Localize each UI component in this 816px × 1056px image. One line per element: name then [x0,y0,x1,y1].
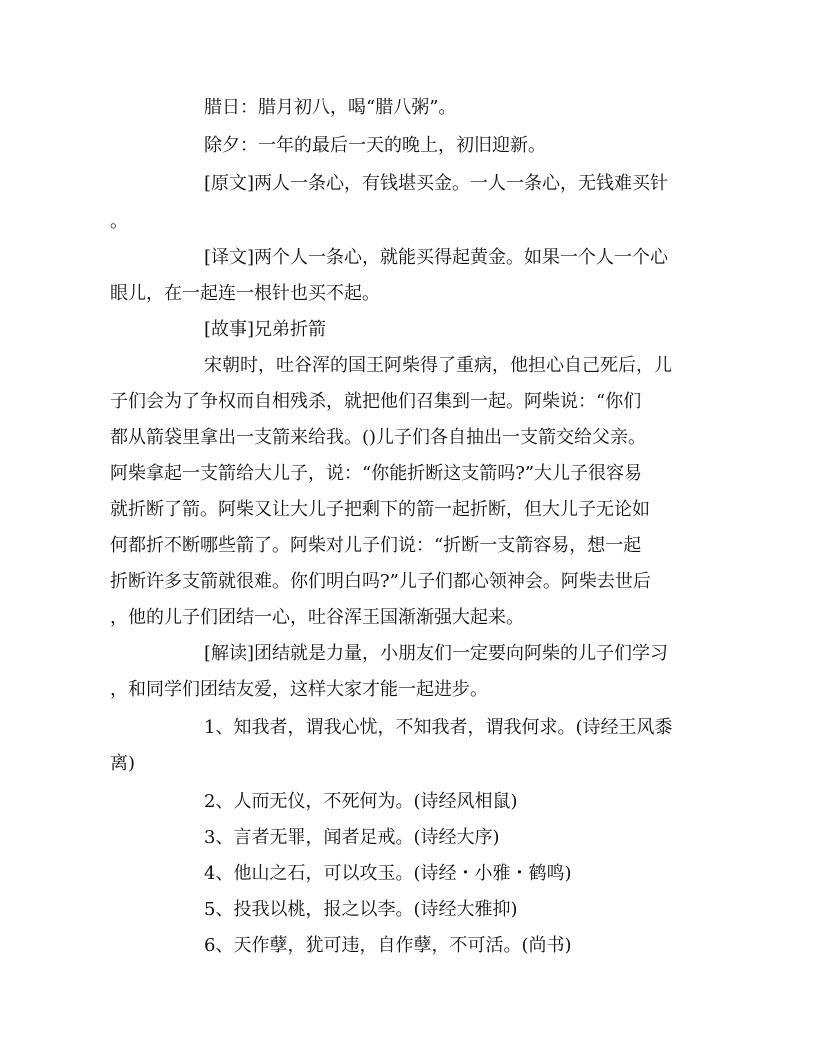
text-line-8: 宋朝时，吐谷浑的国王阿柴得了重病，他担心自己死后，儿 [204,355,672,376]
text-line-11: 阿柴拿起一支箭给大儿子，说：“你能折断这支箭吗?”大儿子很容易 [110,463,643,484]
text-line-7: [故事]兄弟折箭 [204,319,327,340]
text-line-21: 3、言者无罪，闻者足戒。(诗经大序) [204,827,500,848]
text-line-19: 离) [110,753,136,774]
text-line-18: 1、知我者，谓我心忧，不知我者，谓我何求。(诗经王风黍 [204,717,673,738]
text-line-13: 何都折不断哪些箭了。阿柴对儿子们说：“折断一支箭容易，想一起 [110,535,642,556]
text-line-5: [译文]两个人一条心，就能买得起黄金。如果一个人一个心 [204,247,669,268]
text-line-2: 除夕：一年的最后一天的晚上，初旧迎新。 [204,135,546,156]
text-line-4: 。 [110,211,128,232]
text-line-1: 腊日：腊月初八，喝“腊八粥”。 [204,97,457,118]
text-line-23: 5、投我以桃，报之以李。(诗经大雅抑) [204,899,518,920]
text-line-24: 6、天作孽，犹可违，自作孽，不可活。(尚书) [204,935,572,956]
text-line-12: 就折断了箭。阿柴又让大儿子把剩下的箭一起折断，但大儿子无论如 [110,499,650,520]
text-line-6: 眼儿，在一起连一根针也买不起。 [110,283,380,304]
text-line-14: 折断许多支箭就很难。你们明白吗?”儿子们都心领神会。阿柴去世后 [110,571,651,592]
text-line-22: 4、他山之石，可以攻玉。(诗经・小雅・鹤鸣) [204,863,572,884]
text-line-16: [解读]团结就是力量，小朋友们一定要向阿柴的儿子们学习 [204,643,669,664]
text-line-3: [原文]两人一条心，有钱堪买金。一人一条心，无钱难买针 [204,173,669,194]
text-line-15: ，他的儿子们团结一心，吐谷浑王国渐渐强大起来。 [110,607,524,628]
text-line-20: 2、人而无仪，不死何为。(诗经风相鼠) [204,791,518,812]
text-line-17: ，和同学们团结友爱，这样大家才能一起进步。 [110,679,488,700]
text-line-9: 子们会为了争权而自相残杀，就把他们召集到一起。阿柴说：“你们 [110,391,642,412]
text-line-10: 都从箭袋里拿出一支箭来给我。()儿子们各自抽出一支箭交给父亲。 [110,427,647,448]
